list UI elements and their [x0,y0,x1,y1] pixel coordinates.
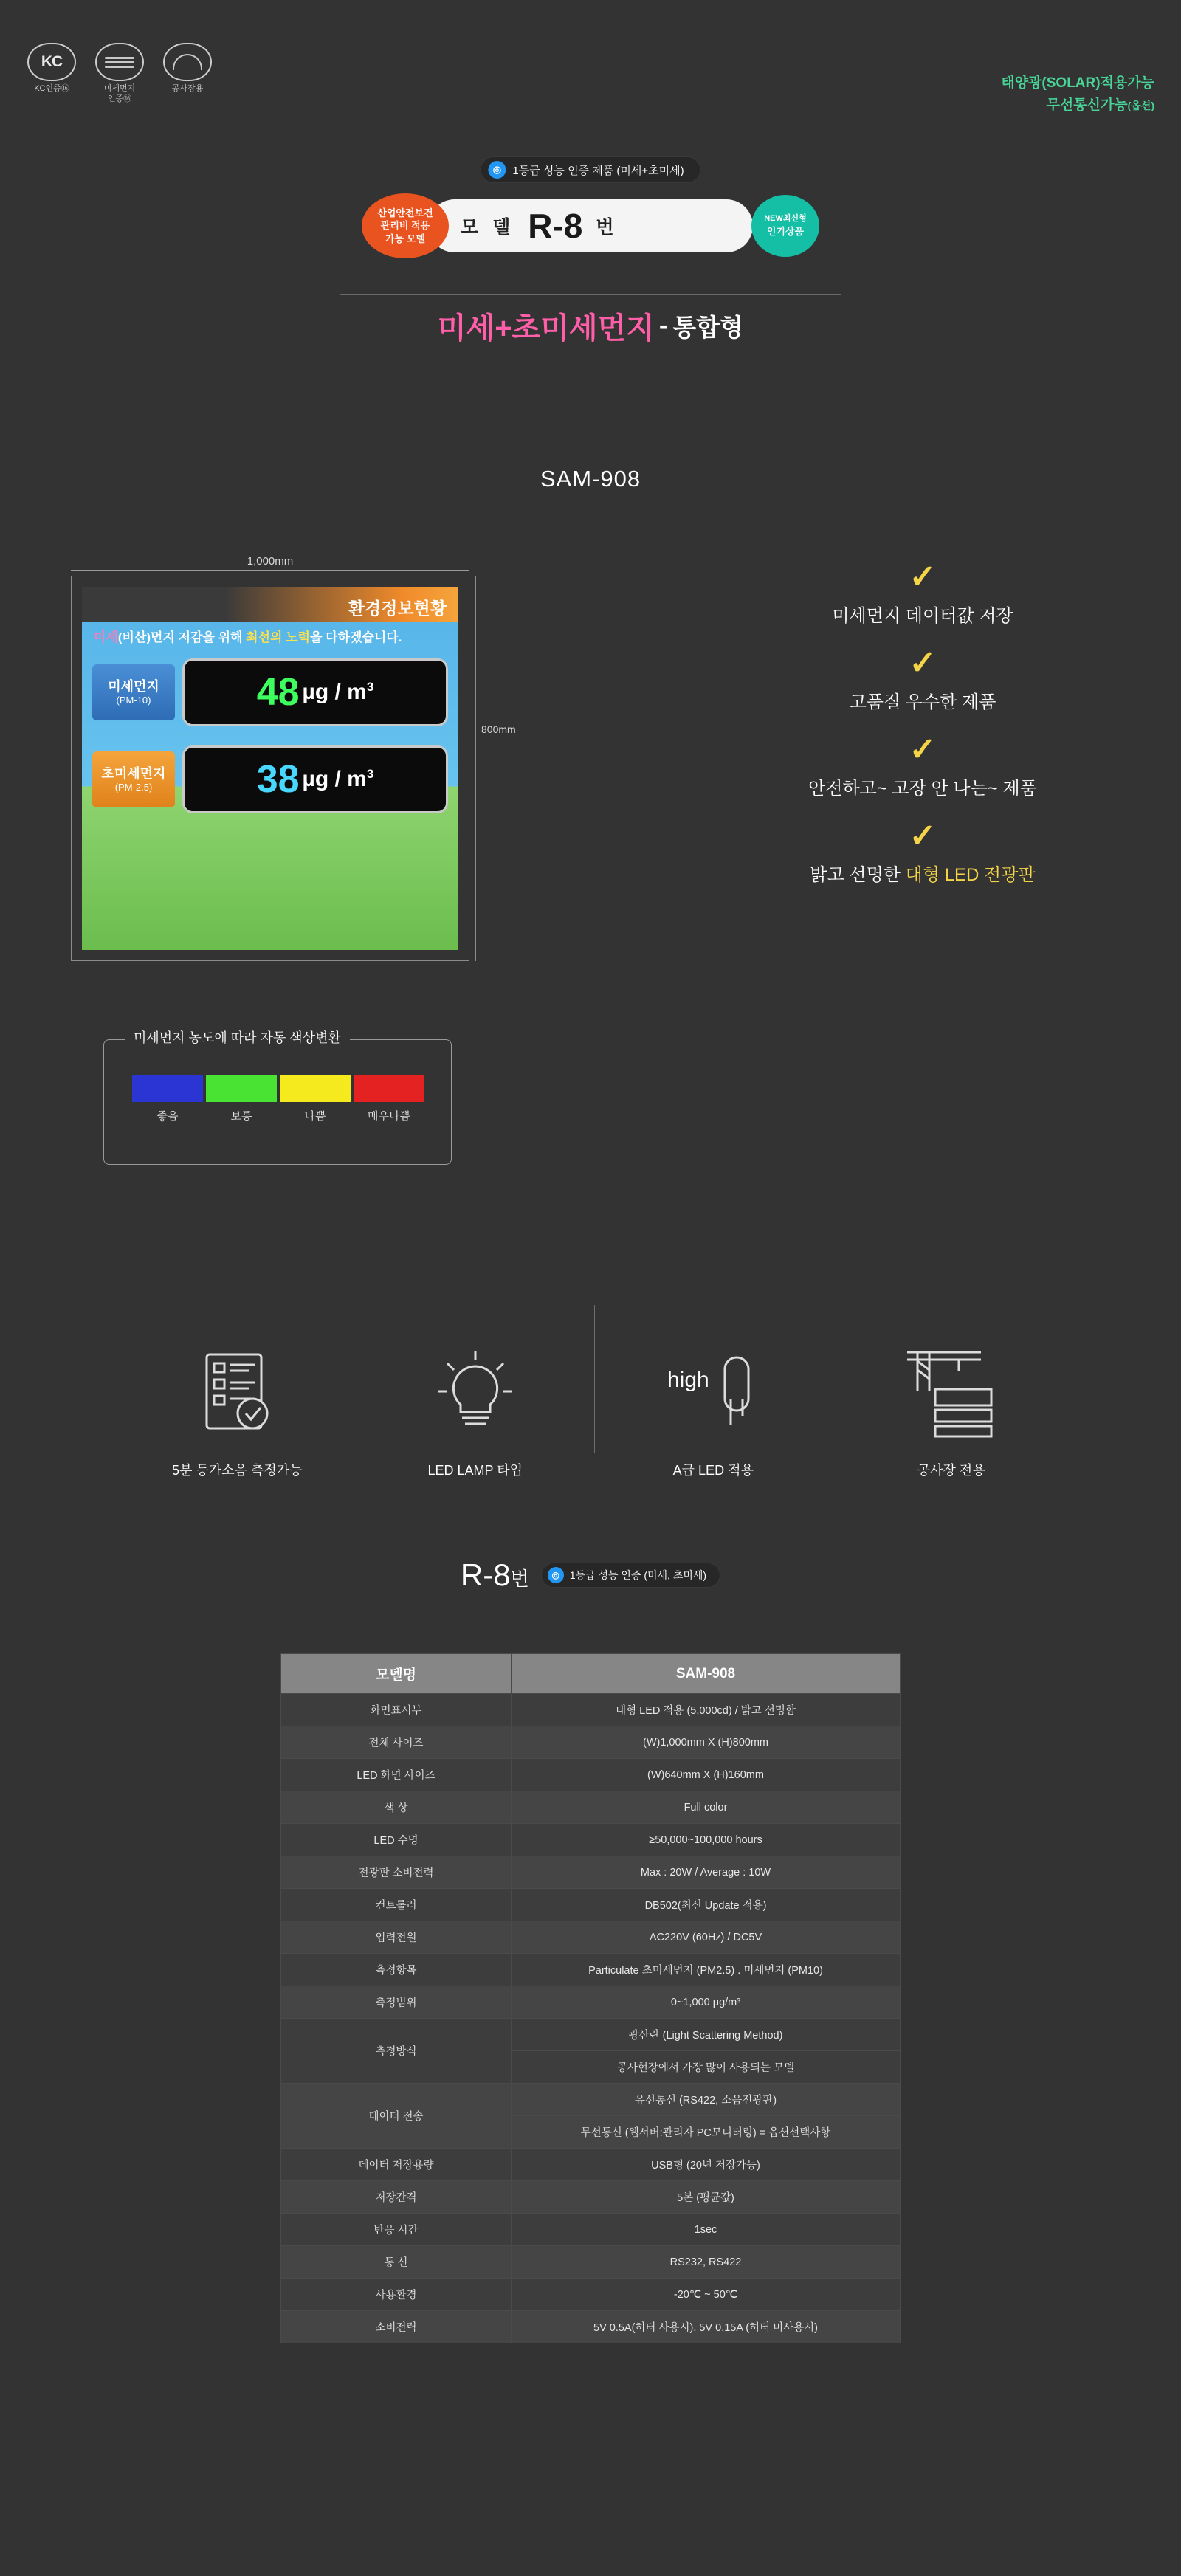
grade-pill-text: 1등급 성능 인증 제품 (미세+초미세) [512,164,684,177]
spec-value: -20℃ ~ 50℃ [512,2279,901,2311]
spec-value: 5본 (평균값) [512,2181,901,2214]
spec-label: 소비전력 [281,2311,512,2343]
dust-mark-icon [95,43,144,81]
feature-noise [118,1299,357,1484]
table-row [281,1726,901,1759]
benefits-list [664,561,1181,906]
benefit-text-3: 안전하고~ 고장 안 나는~ 제품 [808,779,1037,799]
color-legend-box [103,1030,452,1165]
spec-label: 전광판 소비전력 [281,1856,512,1889]
cert-item-dust [93,43,146,105]
header-model-name: 모델명 [281,1654,512,1694]
spec-label: 측정방식 [281,2019,512,2084]
spec-label: 컨트롤러 [281,1889,512,1921]
spec-label: 색 상 [281,1791,512,1824]
new-popular-badge: NEW최신형 인기상품 [751,195,819,257]
spec-value: 1sec [512,2214,901,2246]
spec-value: 5V 0.5A(히터 사용시), 5V 0.15A (히터 미사용시) [512,2311,901,2343]
legend-item-verybad [354,1075,424,1123]
table-header-row [281,1654,901,1694]
svg-text:high: high [667,1367,709,1392]
spec-value: Full color [512,1791,901,1824]
check-icon: ✓ [909,818,937,854]
spec-value: Particulate 초미세먼지 (PM2.5) . 미세먼지 (PM10) [512,1954,901,1986]
model-suffix: 번 [596,217,614,238]
check-icon: ✓ [909,645,937,681]
check-icon: ✓ [909,559,937,595]
table-row [281,2149,901,2181]
table-row [281,1921,901,1954]
spec-value: (W)640mm X (H)160mm [512,1759,901,1791]
legend-label-good: 좋음 [156,1110,179,1123]
feature-label-led-grade: A급 LED 적용 [672,1463,754,1478]
feature-icons-row [118,1299,1070,1484]
grade-badge-icon: ◎ [488,161,506,179]
spec-label: 데이터 전송 [281,2084,512,2149]
legend-item-good [132,1075,203,1123]
benefit-item-1 [664,561,1181,627]
cert-label-kc: KC인증⑯ [34,84,69,93]
table-row [281,1856,901,1889]
model-value: R-8 [528,207,583,245]
reading-tag-pm10: 미세먼지 (PM-10) [92,664,175,720]
spec-label: 데이터 저장용량 [281,2149,512,2181]
spec-value: AC220V (60Hz) / DC5V [512,1921,901,1954]
reading-value-pm25: 38 [256,758,300,801]
table-row [281,1759,901,1791]
spec-value: 유선통신 (RS422, 소음전광판) [512,2084,901,2116]
title-pink: 미세+초미세먼지 [437,311,655,345]
reading-pm10 [92,656,448,729]
table-row [281,2019,901,2051]
reading-screen-pm25 [182,745,448,813]
grade-badge-icon: ◎ [548,1567,564,1583]
spec-grade-pill [541,1563,720,1588]
legend-label-verybad: 매우나쁨 [368,1110,410,1123]
table-row [281,1824,901,1856]
model-bar [428,199,753,252]
panel-header [82,587,458,622]
check-icon: ✓ [909,731,937,768]
model-name-plate: SAM-908 [491,458,690,500]
cert-item-site [161,43,214,105]
certification-badges [25,43,214,105]
table-row [281,2181,901,2214]
spec-label: 사용환경 [281,2279,512,2311]
legend-color-good [132,1075,203,1102]
crane-icon [900,1339,1003,1450]
spec-value: (W)1,000mm X (H)800mm [512,1726,901,1759]
product-frame [71,576,469,961]
table-row [281,1889,901,1921]
spec-label: 측정범위 [281,1986,512,2019]
spec-label: LED 화면 사이즈 [281,1759,512,1791]
spec-label: 전체 사이즈 [281,1726,512,1759]
solar-note: 태양광(SOLAR)적용가능 [1001,75,1154,91]
cert-item-kc [25,43,78,105]
checklist-icon [196,1339,278,1450]
table-row [281,1986,901,2019]
spec-label: 측정항목 [281,1954,512,1986]
reading-unit-pm10: µg / $m^3$ [302,680,374,704]
title-dash: - [658,309,669,341]
model-label: 모 델 [461,217,515,238]
page-title [340,294,841,357]
spec-heading [332,1557,849,1593]
table-row [281,2311,901,2343]
legend-color-bad [280,1075,351,1102]
spec-value: RS232, RS422 [512,2246,901,2279]
benefit-text-4: 밝고 선명한 대형 LED 전광판 [810,865,1036,885]
table-row [281,1791,901,1824]
feature-label-site: 공사장 전용 [917,1463,985,1478]
panel-subtitle: 미세(비산)먼지 저감을 위해 최선의 노력을 다하겠습니다. [94,630,402,644]
table-row [281,1954,901,1986]
cert-label-site: 공사장용 [171,84,204,93]
feature-site [833,1299,1071,1484]
spec-value: USB형 (20년 저장가능) [512,2149,901,2181]
reading-unit-pm25: µg / $m^3$ [302,767,374,791]
spec-label: 화면표시부 [281,1694,512,1726]
reading-tag-pm25: 초미세먼지 (PM-2.5) [92,751,175,807]
grade-certification-pill [480,156,700,183]
dimension-height: 800mm [481,723,516,735]
table-row [281,2214,901,2246]
table-row [281,2084,901,2116]
safety-cost-badge: 산업안전보건 관리비 적용 가능 모델 [362,193,449,258]
legend-label-bad: 나쁨 [304,1110,326,1123]
legend-color-normal [206,1075,277,1102]
spec-value-2: 무선통신 (웹서버:관리자 PC모니터링) = 옵션선택사항 [512,2116,901,2149]
legend-item-bad [280,1075,351,1123]
reading-pm25 [92,743,448,816]
site-mark-icon [163,43,212,81]
lightbulb-icon [431,1339,520,1450]
spec-label: 통 신 [281,2246,512,2279]
benefit-item-3 [664,731,1181,799]
spec-value: 0~1,000 μg/m³ [512,1986,901,2019]
table-row [281,2246,901,2279]
spec-label: 저장간격 [281,2181,512,2214]
benefit-item-4 [664,820,1181,886]
spec-model-name: R-8번 [460,1557,529,1592]
spec-pill-text: 1등급 성능 인증 (미세, 초미세) [569,1569,707,1581]
dimension-width: 1,000mm [71,555,469,571]
wireless-note: 무선통신가능(옵션) [1046,97,1154,114]
spec-value-2: 공사현장에서 가장 많이 사용되는 모델 [512,2051,901,2084]
reading-value-pm10: 48 [256,671,300,714]
led-high-icon [654,1339,772,1450]
benefit-text-1: 미세먼지 데이터값 저장 [832,606,1013,626]
panel-title: 환경정보현황 [348,599,447,618]
model-block [362,193,819,258]
specification-table [280,1653,901,2343]
led-display-panel [82,587,458,950]
spec-label: LED 수명 [281,1824,512,1856]
legend-label-normal: 보통 [230,1110,252,1123]
feature-lamp [357,1299,595,1484]
header-model-value: SAM-908 [512,1654,901,1694]
benefit-text-2: 고품질 우수한 제품 [849,692,996,712]
spec-value: 광산란 (Light Scattering Method) [512,2019,901,2051]
table-row [281,2279,901,2311]
table-row [281,1694,901,1726]
feature-label-lamp: LED LAMP 타입 [427,1463,523,1478]
reading-screen-pm10 [182,658,448,726]
spec-value: 대형 LED 적용 (5,000cd) / 밝고 선명함 [512,1694,901,1726]
legend-item-normal [206,1075,277,1123]
spec-label: 입력전원 [281,1921,512,1954]
legend-swatches [132,1075,424,1123]
feature-led-grade [594,1299,833,1484]
spec-label: 반응 시간 [281,2214,512,2246]
legend-color-verybad [354,1075,424,1102]
spec-value: Max : 20W / Average : 10W [512,1856,901,1889]
cert-label-dust: 미세먼지 인증⑯ [103,84,136,103]
spec-value: ≥50,000~100,000 hours [512,1824,901,1856]
top-right-notes [1001,72,1154,117]
legend-title: 미세먼지 농도에 따라 자동 색상변환 [125,1027,350,1047]
kc-mark-icon: KC [27,43,76,81]
feature-label-noise: 5분 등가소음 측정가능 [171,1463,303,1478]
title-white: 통합형 [672,313,744,341]
dimension-height-line [475,576,476,961]
benefit-item-2 [664,647,1181,713]
spec-value: DB502(최신 Update 적용) [512,1889,901,1921]
